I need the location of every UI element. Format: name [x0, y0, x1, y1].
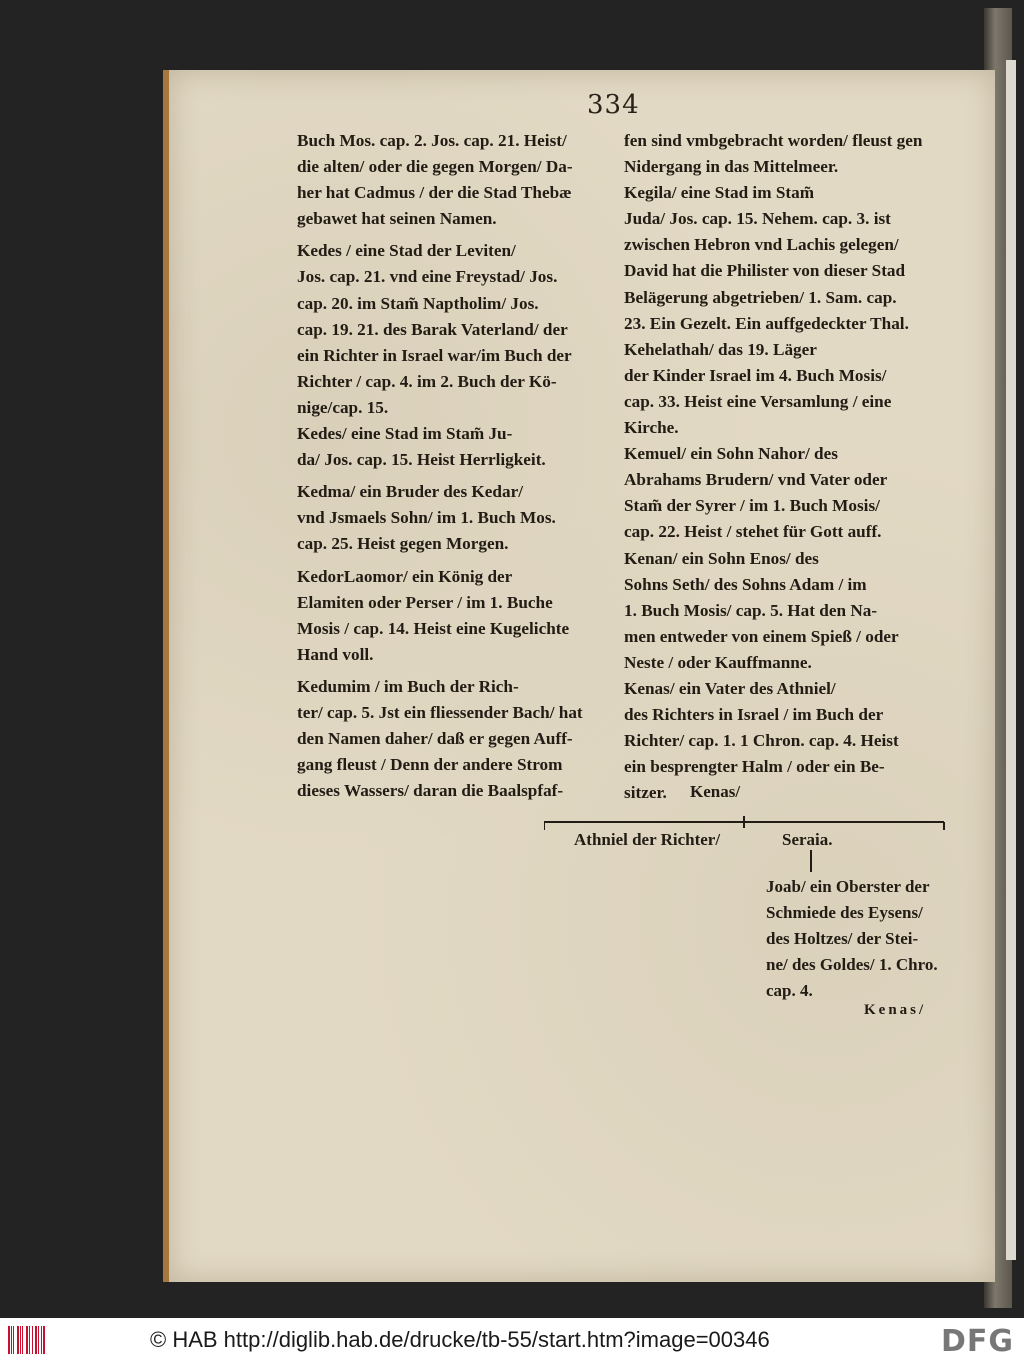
book-page: [163, 70, 995, 1282]
text-line: Abrahams Brudern/ vnd Vater oder: [624, 470, 888, 490]
barcode-bar: [29, 1326, 30, 1354]
text-line: Kedma/ ein Bruder des Kedar/: [297, 482, 523, 502]
tree-grandchild-line: des Holtzes/ der Stei-: [766, 929, 919, 948]
text-line: 1. Buch Mosis/ cap. 5. Hat den Na-: [624, 600, 878, 620]
barcode-bar: [20, 1326, 21, 1354]
genealogy-tree: [544, 782, 964, 1022]
text-line: gang fleust / Denn der andere Strom: [297, 755, 563, 775]
text-line: Kenas/ ein Vater des Athniel/: [624, 678, 836, 698]
barcode-bar: [26, 1326, 28, 1354]
barcode-bar: [13, 1326, 14, 1354]
text-line: Kegila/ eine Stad im Stam̃: [624, 183, 815, 203]
tree-grandchild-line: Schmiede des Eysens/: [766, 903, 923, 922]
page-number: 334: [587, 90, 640, 120]
text-line: Kedumim / im Buch der Rich-: [297, 676, 519, 696]
text-line: vnd Jsmaels Sohn/ im 1. Buch Mos.: [297, 508, 556, 528]
text-line: Elamiten oder Perser / im 1. Buche: [297, 592, 553, 612]
text-line: cap. 20. im Stam̃ Naptholim/ Jos.: [297, 293, 539, 313]
barcode-bar: [8, 1326, 10, 1354]
tree-left-child: Athniel der Richter/: [574, 830, 721, 849]
barcode-bar: [32, 1326, 33, 1354]
text-line: cap. 19. 21. des Barak Vaterland/ der: [297, 319, 568, 339]
text-line: Richter / cap. 4. im 2. Buch der Kö-: [297, 371, 557, 391]
text-line: Kedes/ eine Stad im Stam̃ Ju-: [297, 424, 513, 444]
text-line: Mosis / cap. 14. Heist eine Kugelichte: [297, 618, 570, 638]
text-line: ter/ cap. 5. Jst ein fliessender Bach/ hat: [297, 702, 583, 722]
catchword: Kenas/: [864, 1002, 927, 1018]
library-barcode-icon: [8, 1326, 46, 1354]
text-line: die alten/ oder die gegen Morgen/ Da-: [297, 157, 573, 177]
barcode-bar: [17, 1326, 19, 1354]
text-line: Stam̃ der Syrer / im 1. Buch Mosis/: [624, 496, 880, 516]
text-line: Kedes / eine Stad der Leviten/: [297, 241, 516, 261]
text-line: cap. 22. Heist / stehet für Gott auff.: [624, 522, 882, 542]
text-line: der Kinder Israel im 4. Buch Mosis/: [624, 365, 887, 385]
text-line: Kirche.: [624, 418, 679, 438]
left-column: [297, 128, 615, 804]
text-line: Buch Mos. cap. 2. Jos. cap. 21. Heist/: [297, 131, 567, 150]
text-line: 23. Ein Gezelt. Ein auffgedeckter Thal.: [624, 313, 909, 333]
text-line: men entweder von einem Spieß / oder: [624, 626, 899, 646]
text-line: ein besprengter Halm / oder ein Be-: [624, 757, 885, 777]
text-line: ein Richter in Israel war/im Buch der: [297, 345, 572, 365]
text-line: David hat die Philister von dieser Stad: [624, 261, 906, 281]
tree-root: Kenas/: [690, 782, 741, 801]
barcode-bar: [35, 1326, 37, 1354]
tree-grandchild-line: Joab/ ein Oberster der: [766, 877, 930, 896]
barcode-bar: [43, 1326, 45, 1354]
copyright-link[interactable]: © HAB http://diglib.hab.de/drucke/tb-55/start.htm?image=00346: [150, 1327, 770, 1352]
text-line: Neste / oder Kauffmanne.: [624, 652, 812, 672]
text-line: KedorLaomor/ ein König der: [297, 566, 513, 586]
text-line: des Richters in Israel / im Buch der: [624, 705, 884, 725]
text-line: nige/cap. 15.: [297, 397, 389, 417]
text-line: Richter/ cap. 1. 1 Chron. cap. 4. Heist: [624, 731, 899, 751]
text-line: Belägerung abgetrieben/ 1. Sam. cap.: [624, 287, 897, 307]
tree-grandchild: [766, 874, 938, 1004]
tree-right-child: Seraia.: [782, 830, 833, 849]
tree-grandchild-line: cap. 4.: [766, 981, 813, 1000]
text-line: Sohns Seth/ des Sohns Adam / im: [624, 574, 867, 594]
text-line: den Namen daher/ daß er gegen Auff-: [297, 729, 573, 749]
barcode-bar: [41, 1326, 42, 1354]
text-line: cap. 25. Heist gegen Morgen.: [297, 534, 509, 554]
barcode-bar: [22, 1326, 23, 1354]
text-line: Juda/ Jos. cap. 15. Nehem. cap. 3. ist: [624, 209, 891, 229]
text-line: Kenan/ ein Sohn Enos/ des: [624, 548, 819, 568]
barcode-bar: [38, 1326, 39, 1354]
text-line: her hat Cadmus / der die Stad Thebæ: [297, 183, 572, 203]
text-line: da/ Jos. cap. 15. Heist Herrligkeit.: [297, 450, 546, 470]
text-line: Nidergang in das Mittelmeer.: [624, 157, 839, 177]
dfg-logo: DFG: [940, 1324, 1014, 1359]
book-edge-paper: [1006, 60, 1016, 1260]
text-line: Kehelathah/ das 19. Läger: [624, 339, 817, 359]
text-line: Hand voll.: [297, 644, 374, 664]
text-line: sitzer.: [624, 783, 667, 803]
right-column: [624, 128, 949, 806]
tree-grandchild-line: ne/ des Goldes/ 1. Chro.: [766, 955, 938, 974]
text-line: zwischen Hebron vnd Lachis gelegen/: [624, 235, 899, 255]
text-line: dieses Wassers/ daran die Baalspfaf-: [297, 781, 564, 801]
text-line: fen sind vmbgebracht worden/ fleust gen: [624, 131, 923, 150]
text-line: cap. 33. Heist eine Versamlung / eine: [624, 391, 892, 411]
text-line: Jos. cap. 21. vnd eine Freystad/ Jos.: [297, 267, 558, 287]
barcode-bar: [11, 1326, 12, 1354]
text-line: gebawet hat seinen Namen.: [297, 209, 497, 229]
footer-bar: [0, 1318, 1024, 1362]
text-line: Kemuel/ ein Sohn Nahor/ des: [624, 444, 838, 464]
